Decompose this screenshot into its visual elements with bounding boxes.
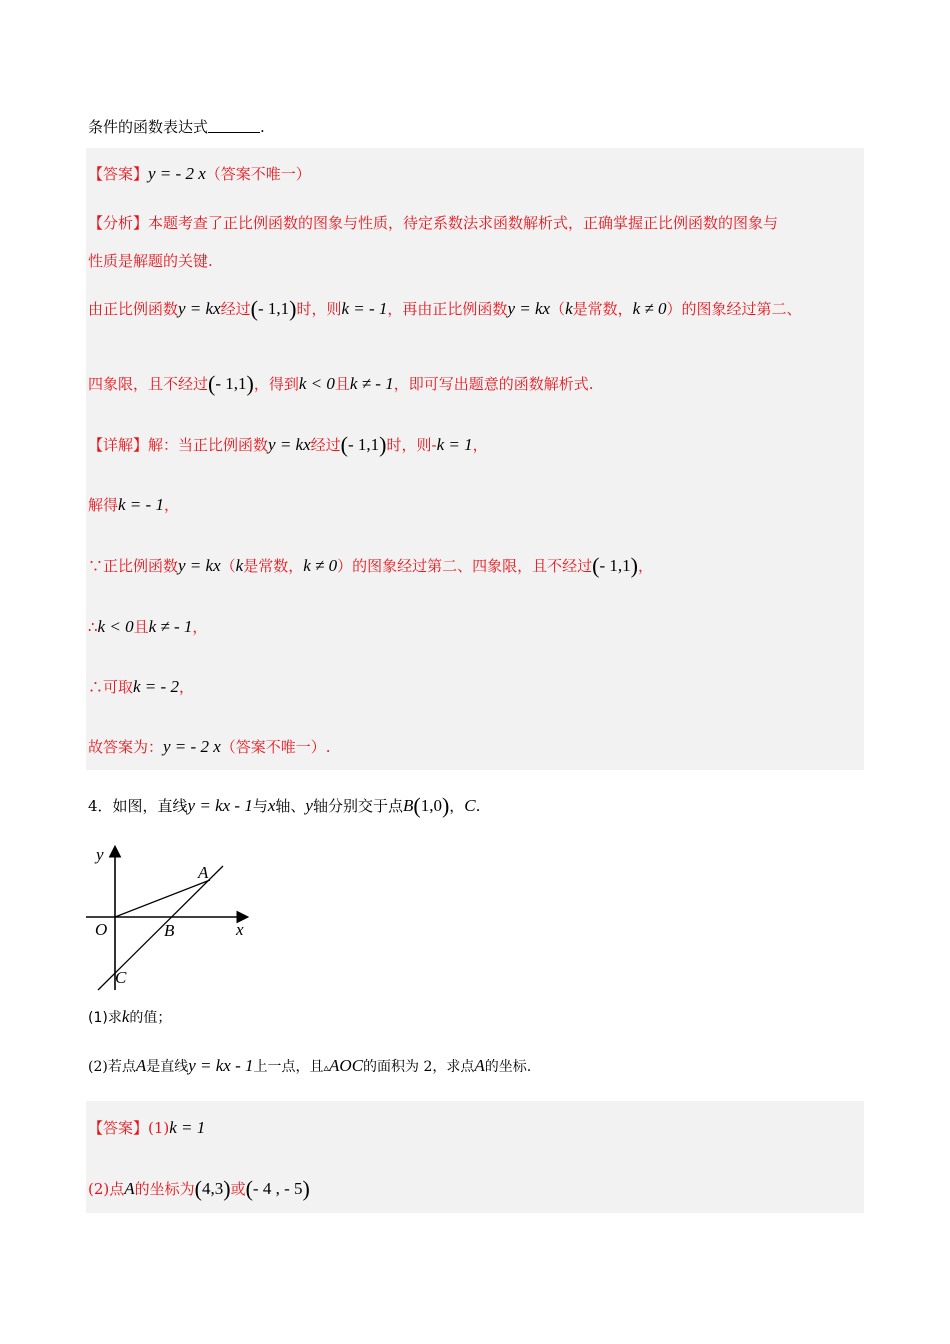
question-4-part2: (2)若点A是直线y = kx - 1上一点，且▵AOC的面积为 2，求点A的坐标.	[88, 1056, 532, 1075]
label-y: y	[96, 845, 104, 864]
answer-blank	[208, 118, 260, 133]
detail-3-line4: ∴k < 0且k ≠ - 1，	[88, 617, 208, 636]
detail-3-line1: 【详解】解：当正比例函数y = kx经过(- 1,1)时，则-k = 1，	[88, 432, 488, 457]
question-3-tail: 条件的函数表达式 .	[88, 118, 265, 136]
question-4: 4．如图，直线y = kx - 1与x轴、y轴分别交于点B(1,0)，C.	[88, 793, 481, 818]
question-4-part1: (1)求k的值；	[88, 1007, 172, 1026]
label-c: C	[115, 968, 127, 987]
analysis-3-line3: 由正比例函数y = kx经过(- 1,1)时，则k = - 1，再由正比例函数y = kx（k是常数，k ≠ 0）的图象经过第二、	[88, 296, 802, 321]
label-o: O	[95, 920, 108, 939]
segment-oa	[115, 880, 210, 917]
label-a: A	[198, 863, 209, 882]
label-x: x	[236, 920, 244, 939]
detail-3-line5: ∴可取k = - 2，	[88, 677, 194, 696]
answer-3: 【答案】y = - 2 x（答案不唯一）	[88, 164, 311, 183]
answer-4-part1: 【答案】(1)k = 1	[88, 1118, 206, 1137]
detail-3-line6: 故答案为：y = - 2 x（答案不唯一）.	[88, 737, 331, 756]
analysis-3-line2: 性质是解题的关键.	[88, 252, 213, 270]
detail-3-line2: 解得k = - 1，	[88, 495, 179, 514]
detail-3-line3: ∵正比例函数y = kx（k是常数，k ≠ 0）的图象经过第二、四象限，且不经过(- 1,1)，	[88, 553, 653, 578]
coordinate-figure	[86, 840, 256, 992]
label-b: B	[164, 921, 175, 940]
answer-4-part2: (2)点A的坐标为(4,3)或(- 4 , - 5)	[88, 1176, 310, 1201]
solution-box-3	[86, 148, 864, 770]
analysis-3-line4: 四象限，且不经过(- 1,1)，得到k < 0且k ≠ - 1，即可写出题意的函数解析式.	[88, 371, 594, 396]
analysis-3-line1: 【分析】本题考查了正比例函数的图象与性质，待定系数法求函数解析式，正确掌握正比例函数的图象与	[88, 214, 779, 232]
